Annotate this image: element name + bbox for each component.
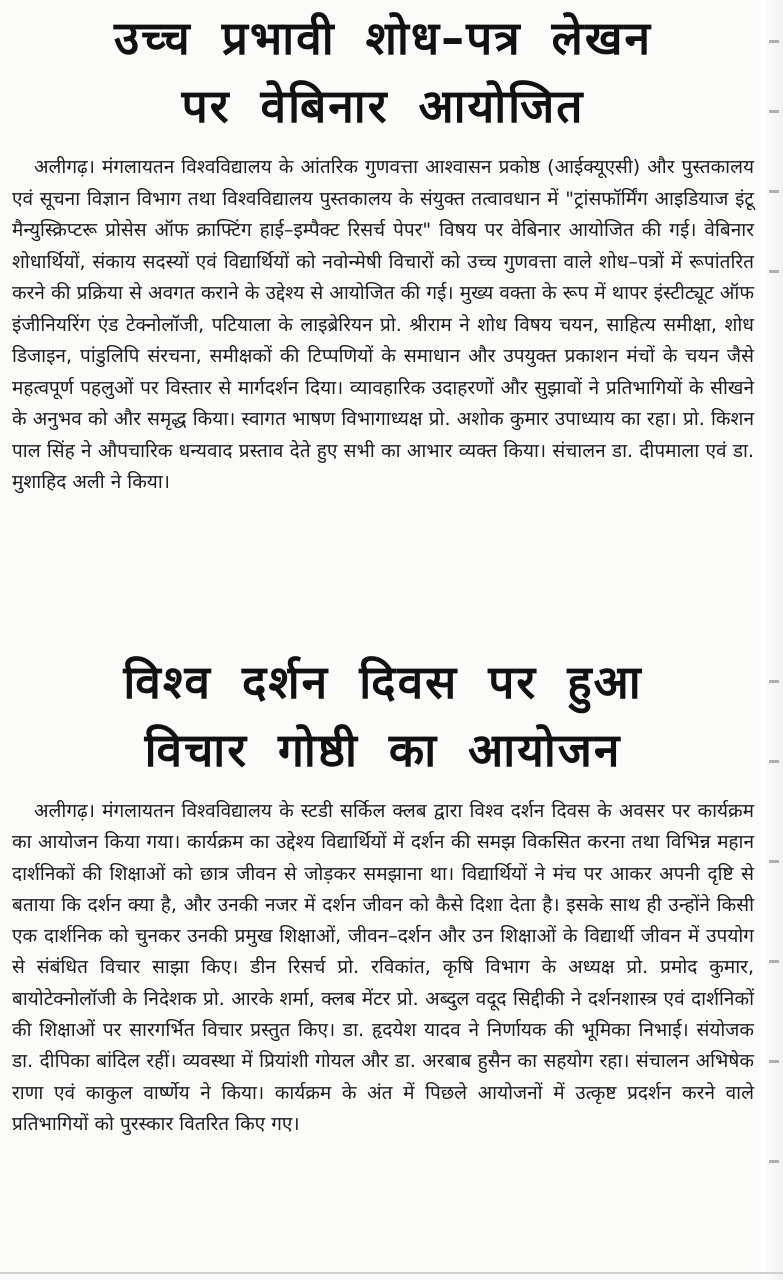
article-world-philosophy-day [12,648,754,1140]
edge-mark [769,270,779,273]
headline-line-2: पर वेबिनार आयोजित [181,79,585,133]
edge-mark [769,760,779,763]
edge-mark [769,860,779,863]
edge-mark [769,1060,779,1063]
bottom-divider [0,1272,783,1274]
article-body: अलीगढ़। मंगलायतन विश्वविद्यालय के आंतरिक गुणवत्ता आश्वासन प्रकोष्ठ (आईक्यूएसी) और पुस्तकालय एवं सूचना विज्ञान विभाग तथा विश्वविद्यालय पुस्तकालय के संयुक्त तत्वावधान में "ट्रांसफॉर्मिंग आइडियाज इंटू मैन्युस्क्रिप्टरू प्रोसेस ऑफ क्राफ्टिंग हाई–इम्पैक्ट रिसर्च पेपर" विषय पर वेबिनार आयोजित की गई। वेबिनार शोधार्थियों, संकाय सदस्यों एवं विद्यार्थियों को नवोन्मेषी विचारों को उच्च गुणवत्ता वाले शोध–पत्रों में रूपांतरित करने की प्रक्रिया से अवगत कराने के उद्देश्य से आयोजित की गई। मुख्य वक्ता के रूप में थापर इंस्टीट्यूट ऑफ इंजीनियरिंग एंड टेक्नोलॉजी, पटियाला के लाइब्रेरियन प्रो. श्रीराम ने शोध विषय चयन, साहित्य समीक्षा, शोध डिजाइन, पांडुलिपि संरचना, समीक्षकों की टिप्पणियों के समाधान और उपयुक्त प्रकाशन मंचों के चयन जैसे महत्वपूर्ण पहलुओं पर विस्तार से मार्गदर्शन दिया। व्यावहारिक उदाहरणों और सुझावों ने प्रतिभागियों के सीखने के अनुभव को और समृद्ध किया। स्वागत भाषण विभागाध्यक्ष प्रो. अशोक कुमार उपाध्याय का रहा। प्रो. किशन पाल सिंह ने औपचारिक धन्यवाद प्रस्ताव देते हुए सभी का आभार व्यक्त किया। संचालन डा. दीपमाला एवं डा. मुशाहिद अली ने किया। [12,156,754,493]
headline-line-2: विचार गोष्ठी का आयोजन [144,723,622,777]
edge-mark [769,40,779,43]
edge-mark [769,680,779,683]
edge-mark [769,1160,779,1163]
adjacent-column-edge [761,0,783,1280]
edge-mark [769,190,779,193]
article-body: अलीगढ़। मंगलायतन विश्वविद्यालय के स्टडी सर्किल क्लब द्वारा विश्व दर्शन दिवस के अवसर पर कार्यक्रम का आयोजन किया गया। कार्यक्रम का उद्देश्य विद्यार्थियों में दर्शन की समझ विकसित करना तथा विभिन्न महान दार्शनिकों की शिक्षाओं को छात्र जीवन से जोड़कर समझाना था। विद्यार्थियों ने मंच पर आकर अपनी दृष्टि से बताया कि दर्शन क्या है, और उनकी नजर में दर्शन जीवन को कैसे दिशा देता है। इसके साथ ही उन्होंने किसी एक दार्शनिक को चुनकर उनकी प्रमुख शिक्षाओं, जीवन–दर्शन और उन शिक्षाओं के विद्यार्थी जीवन में उपयोग से संबंधित विचार साझा किए। डीन रिसर्च प्रो. रविकांत, कृषि विभाग के अध्यक्ष प्रो. प्रमोद कुमार, बायोटेक्नोलॉजी के निदेशक प्रो. आरके शर्मा, क्लब मेंटर प्रो. अब्दुल वदूद सिद्दीकी ने दर्शनशास्त्र एवं दार्शनिकों की शिक्षाओं पर सारगर्भित विचार प्रस्तुत किए। डा. हृदयेश यादव ने निर्णायक की भूमिका निभाई। संयोजक डा. दीपिका बांदिल रहीं। व्यवस्था में प्रियांशी गोयल और डा. अरबाब हुसैन का सहयोग रहा। संचालन अभिषेक राणा एवं काकुल वार्ष्णेय ने किया। कार्यक्रम के अंत में पिछले आयोजनों में उत्कृष्ट प्रदर्शन करने वाले प्रतिभागियों को पुरस्कार वितरित किए गए। [12,800,754,1135]
headline [12,648,754,784]
edge-mark [769,110,779,113]
headline-line-1: विश्व दर्शन दिवस पर हुआ [123,655,643,709]
headline-line-1: उच्च प्रभावी शोध–पत्र लेखन [113,11,653,65]
headline [12,4,754,140]
edge-mark [769,960,779,963]
article-webinar [12,4,754,499]
